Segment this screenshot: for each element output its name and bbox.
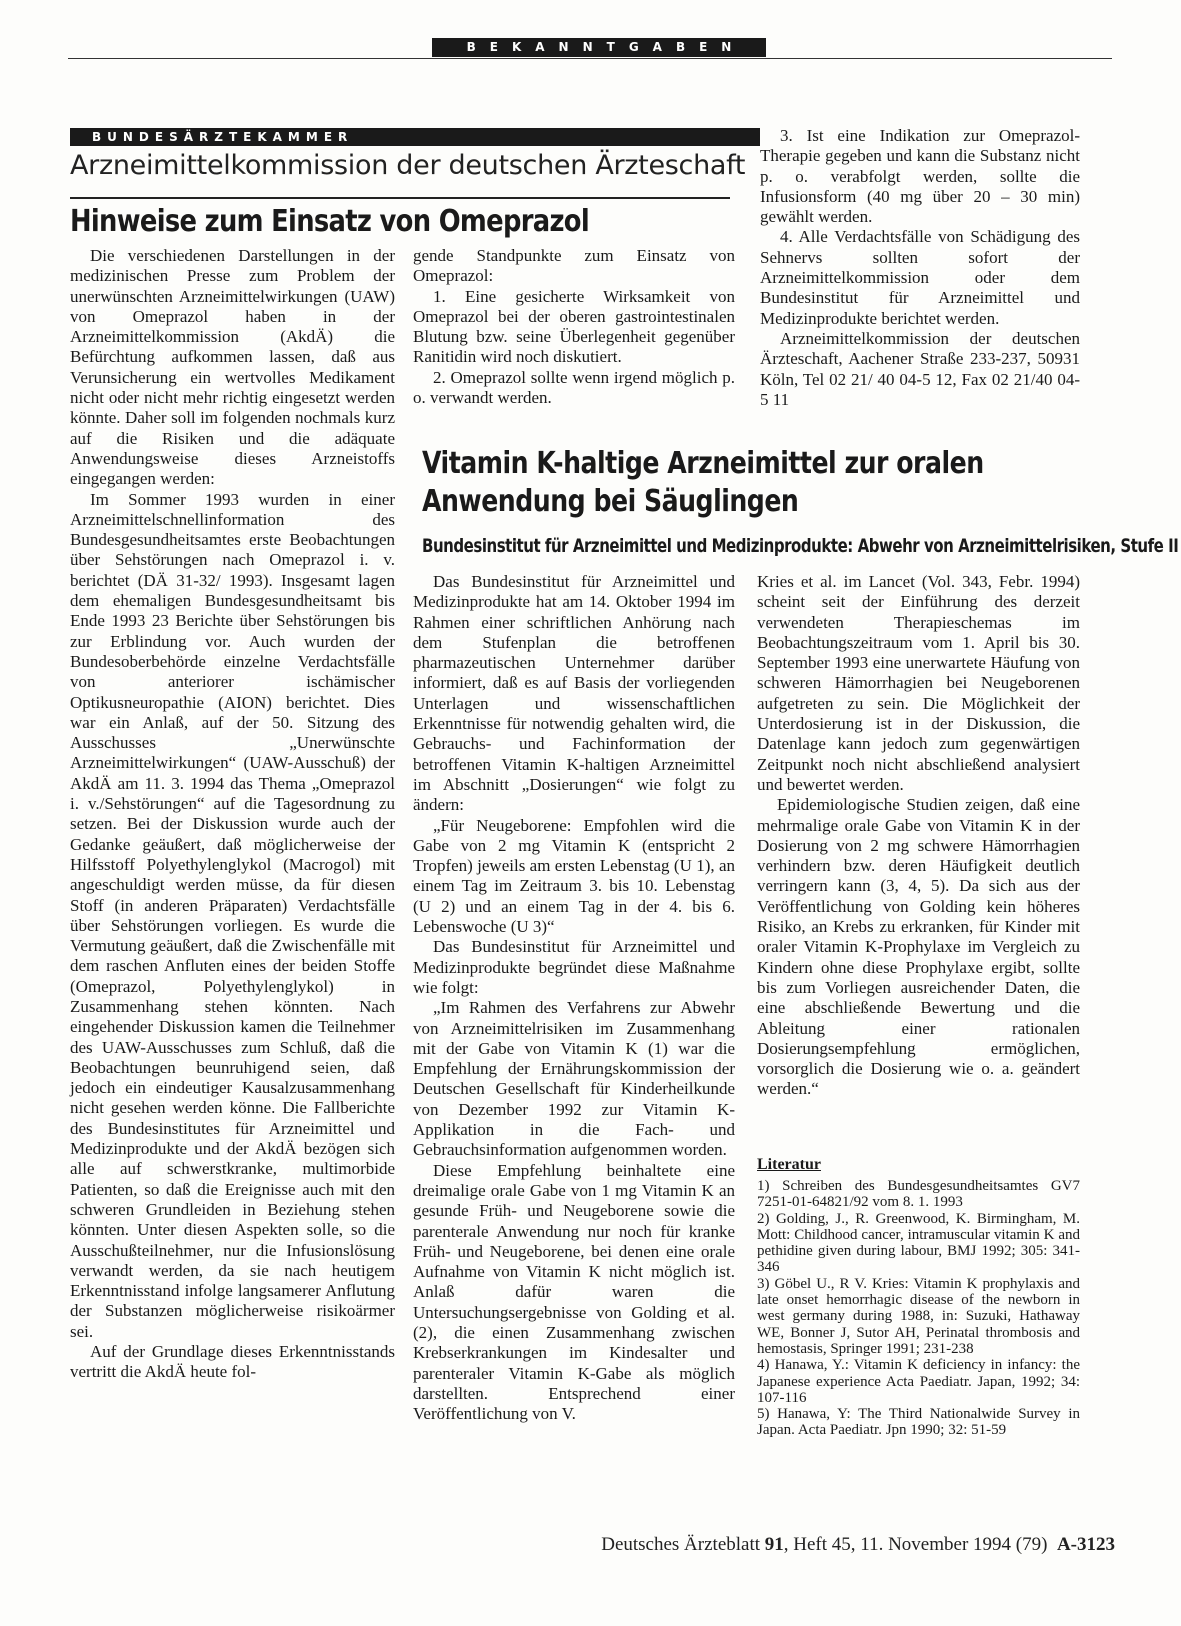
paragraph: 4. Alle Verdachtsfälle von Schädigung des Sehnervs sollten sofort der Arzneimittelkommission oder dem Bundesinstitut für Arzneimittel und Medizinprodukte berichtet werden.	[760, 227, 1080, 328]
paragraph: Auf der Grundlage dieses Erkenntnisstands vertritt die AkdÄ heute fol-	[70, 1342, 395, 1382]
paragraph: Das Bundesinstitut für Arzneimittel und Medizinprodukte hat am 14. Oktober 1994 im Rahmen einer schriftlichen Anhörung nach dem Stufenplan die betroffenen pharmazeutischen Unternehmer darüber informiert, daß es auf Basis der vorliegenden Unterlagen und wissenschaftlichen Erkenntnisse für notwendig gehalten wird, die Gebrauchs- und Fachinformation der betroffenen Vitamin K-haltigen Arzneimittel im Abschnitt „Dosierungen“ wie folgt zu ändern:	[413, 572, 735, 815]
paragraph: Das Bundesinstitut für Arzneimittel und Medizinprodukte begründet diese Maßnahme wie folgt:	[413, 937, 735, 997]
journal-volume: 91	[764, 1534, 784, 1555]
organization-rule	[70, 197, 730, 199]
vitamin-k-column-2	[413, 572, 735, 1424]
literature-item: 3) Göbel U., R V. Kries: Vitamin K prophylaxis and late onset hemorrhagic disease of the newborn in west germany during 1988, in: Suzuki, Hathaway WE, Bonner J, Sutor AH, Perinatal thrombosis and hemostasis, Springer 1991; 231-238	[757, 1275, 1080, 1357]
literature-item: 5) Hanawa, Y: The Third Nationalwide Survey in Japan. Acta Paediatr. Jpn 1990; 32: 51-59	[757, 1406, 1080, 1439]
article-title-vitamin-k: Vitamin K-haltige Arzneimittel zur oralen Anwendung bei Säuglingen	[422, 446, 984, 519]
page-footer	[540, 1534, 1115, 1556]
paragraph: 1. Eine gesicherte Wirksamkeit von Omeprazol bei der oberen gastrointestinalen Blutung bzw. seine Überlegenheit gegenüber Ranitidin wird noch diskutiert.	[413, 286, 735, 367]
literature-section	[757, 1156, 1080, 1439]
paragraph: „Für Neugeborene: Empfohlen wird die Gabe von 2 mg Vitamin K (entspricht 2 Tropfen) jeweils am ersten Lebenstag (U 1), an einem Tag im Zeitraum 3. bis 10. Lebenstag (U 2) und an einem Tag in der 4. bis 6. Lebenswoche (U 3)“	[413, 815, 735, 937]
paragraph: Die verschiedenen Darstellungen in der medizinischen Presse zum Problem der unerwünschten Arzneimittelwirkungen (UAW) von Omeprazol haben in der Arzneimittelkommission (AkdÄ) die Befürchtung aufkommen lassen, daß aus Verunsicherung ein wertvolles Medikament nicht oder nicht mehr richtig eingesetzt werden könnte. Daher soll im folgenden nochmals kurz auf die Risiken und die adäquate Anwendungsweise dieses Arzneistoffs eingegangen werden:	[70, 246, 395, 489]
literature-item: 4) Hanawa, Y.: Vitamin K deficiency in infancy: the Japanese experience Acta Paediatr. Japan, 1992; 34: 107-116	[757, 1357, 1080, 1406]
paragraph: 2. Omeprazol sollte wenn irgend möglich p. o. verwandt werden.	[413, 367, 735, 408]
paragraph: Epidemiologische Studien zeigen, daß eine mehrmalige orale Gabe von Vitamin K in der Dosierung von 2 mg schwere Hämorrhagien verhindern bzw. deren Häufigkeit deutlich verringern kann (3, 4, 5). Da sich aus der Veröffentlichung von Golding kein höheres Risiko, an Krebs zu erkranken, für Kinder mit oraler Vitamin K-Prophylaxe im Vergleich zu Kindern ohne diese Prophylaxe ergibt, sollte bis zum Vorliegen ausreichender Daten, die eine abschließende Bewertung und die Ableitung einer rationalen Dosierungsempfehlung ermöglichen, vorsorglich die Dosierung wie o. a. geändert werden.“	[757, 795, 1080, 1099]
paragraph: Diese Empfehlung beinhaltete eine dreimalige orale Gabe von 1 mg Vitamin K an gesunde Früh- und Neugeborene sowie die parenterale Anwendung nur noch für kranke Früh- und Neugeborene, bei denen eine orale Aufnahme von Vitamin K nicht möglich ist. Anlaß dafür waren die Untersuchungsergebnisse von Golding et al. (2), die einen Zusammenhang zwischen Krebserkrankungen im Kindesalter und parenteraler Vitamin K-Gabe als möglich darstellten. Entsprechend einer Veröffentlichung von V.	[413, 1160, 735, 1424]
section-header-band: BEKANNTGABEN	[432, 38, 766, 57]
omeprazol-column-3	[760, 126, 1080, 410]
article-subtitle-vitamin-k: Bundesinstitut für Arzneimittel und Medizinprodukte: Abwehr von Arzneimittelrisiken, Stufe II	[422, 535, 1179, 557]
organization-title: Arzneimittelkommission der deutschen Ärzteschaft	[70, 150, 746, 181]
paragraph: „Im Rahmen des Verfahrens zur Abwehr von Arzneimittelrisiken im Zusammenhang mit der Gabe von Vitamin K (1) war die Empfehlung der Ernährungskommission der Deutschen Gesellschaft für Kinderheilkunde von Dezember 1992 zur Vitamin K-Applikation in die Fach- und Gebrauchsinformation aufgenommen worden.	[413, 998, 735, 1160]
paragraph: Arzneimittelkommission der deutschen Ärzteschaft, Aachener Straße 233-237, 50931 Köln, Tel 02 21/ 40 04-5 12, Fax 02 21/40 04-5 11	[760, 328, 1080, 409]
article-title-omeprazol: Hinweise zum Einsatz von Omeprazol	[70, 204, 590, 239]
literature-item: 1) Schreiben des Bundesgesundheitsamtes GV7 7251-01-64821/92 vom 8. 1. 1993	[757, 1178, 1080, 1211]
paragraph: Kries et al. im Lancet (Vol. 343, Febr. 1994) scheint seit der Einführung des derzeit verwendeten Therapieschemas im Beobachtungszeitraum vom 1. April bis 30. September 1993 eine unerwartete Häufung von schweren Hämorrhagien bei Neugeborenen aufgetreten zu sein. Die Möglichkeit der Unterdosierung ist in der Diskussion, die Datenlage kann jedoch zum gegenwärtigen Zeitpunkt noch nicht abschließend analysiert und bewertet werden.	[757, 572, 1080, 794]
page-number: A-3123	[1056, 1534, 1115, 1555]
literature-heading: Literatur	[757, 1156, 821, 1173]
paragraph: gende Standpunkte zum Einsatz von Omeprazol:	[413, 246, 735, 286]
literature-item: 2) Golding, J., R. Greenwood, K. Birmingham, M. Mott: Childhood cancer, intramuscular vitamin K and pethidine given during labour, BMJ 1992; 305: 341-346	[757, 1210, 1080, 1276]
omeprazol-column-1	[70, 246, 395, 1383]
journal-name: Deutsches Ärzteblatt	[601, 1534, 761, 1555]
category-band: BUNDESÄRZTEKAMMER	[70, 128, 760, 146]
vitamin-k-column-3	[757, 572, 1080, 1100]
paragraph: 3. Ist eine Indikation zur Omeprazol-Therapie gegeben und kann die Substanz nicht p. o. verabfolgt werden, sollte die Infusionsform (40 mg über 20 – 30 min) gewählt werden.	[760, 126, 1080, 227]
journal-issue: , Heft 45, 11. November 1994 (79)	[783, 1534, 1048, 1555]
top-rule	[68, 58, 1112, 59]
paragraph: Im Sommer 1993 wurden in einer Arzneimittelschnellinformation des Bundesgesundheitsamtes erste Beobachtungen über Sehstörungen nach Omeprazol i. v. berichtet (DÄ 31-32/ 1993). Insgesamt lagen dem ehemaligen Bundesgesundheitsamt bis Ende 1993 23 Berichte über Sehstörungen bis zur Erblindung vor. Auch wurden der Bundesoberbehörde einzelne Verdachtsfälle von anteriorer ischämischer Optikusneuropathie (AION) berichtet. Dies war ein Anlaß, auf der 50. Sitzung des Ausschusses „Unerwünschte Arzneimittelwirkungen“ (UAW-Ausschuß) der AkdÄ am 11. 3. 1994 das Thema „Omeprazol i. v./Sehstörungen“ auf die Tagesordnung zu setzen. Bei der Diskussion wurde auch der Gedanke geäußert, daß möglicherweise der Hilfsstoff Polyethylenglykol (Macrogol) mit angeschuldigt werden müsse, da für diesen Stoff (in anderen Präparaten) Verdachtsfälle über Sehstörungen vorliegen. Es wurde die Vermutung geäußert, daß die Zwischenfälle mit dem raschen Anfluten eines der beiden Stoffe (Omeprazol, Polyethylenglykol) in Zusammenhang stehen könnten. Nach eingehender Diskussion kamen die Teilnehmer des UAW-Ausschusses zum Schluß, daß die Beobachtungen beunruhigend seien, daß jedoch ein eindeutiger Kausalzusammenhang nicht gesehen werden könne. Die Fallberichte des Bundesinstitutes für Arzneimittel und Medizinprodukte und der AkdÄ bezögen sich alle auf schwerstkranke, multimorbide Patienten, so daß die Ereignisse auch mit den schweren Grundleiden in Beziehung stehen könnten. Unter diesen Aspekten solle, so die Ausschußteilnehmer, nur die Infusionslösung verwandt werden, da sie nach heutigem Erkenntnisstand infolge langsamerer Anflutung der Substanzen möglicherweise risikoärmer sei.	[70, 489, 395, 1341]
omeprazol-column-2	[413, 246, 735, 408]
